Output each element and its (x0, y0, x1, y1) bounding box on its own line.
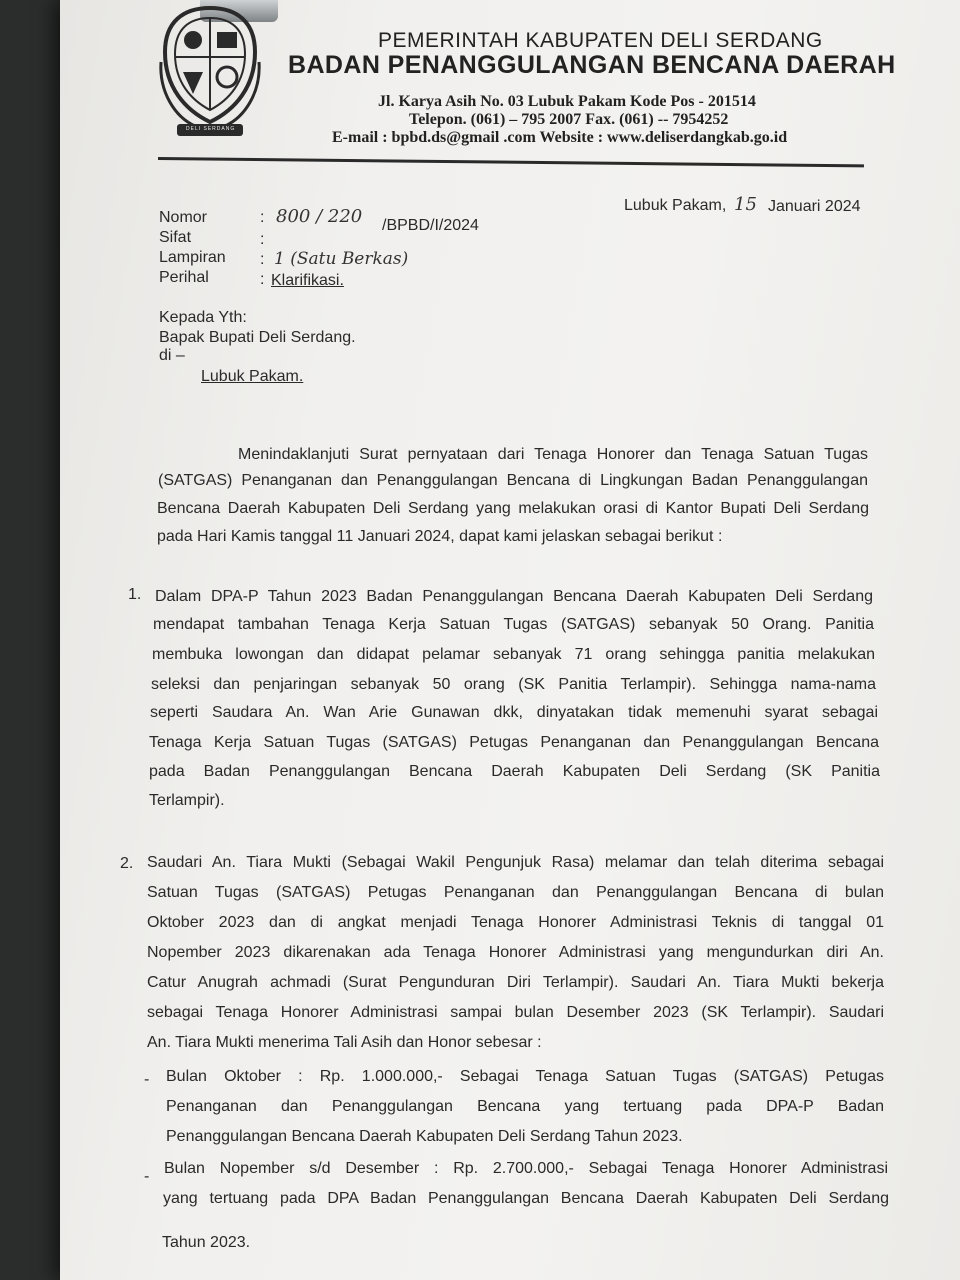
government-title: PEMERINTAH KABUPATEN DELI SERDANG (378, 29, 823, 52)
item-1-line-8: Terlampir). (149, 792, 225, 809)
nomor-label: Nomor (159, 209, 208, 226)
item-2-line-7: An. Tiara Mukti menerima Tali Asih dan Honor sebesar : (147, 1034, 542, 1051)
date-month-year: Januari 2024 (768, 198, 861, 215)
lampiran-handwritten: 1 (Satu Berkas) (274, 249, 409, 269)
item-2-line-2: Satuan Tugas (SATGAS) Petugas Penanganan dan Penanggulangan Bencana di bulan (147, 884, 884, 901)
regency-emblem-icon (155, 2, 265, 142)
item-1-line-7: pada Badan Penanggulangan Bencana Daerah Kabupaten Deli Serdang (SK Panitia (149, 763, 880, 780)
item-1-number: 1. (128, 586, 142, 603)
recipient-city: Lubuk Pakam. (201, 368, 304, 385)
recipient-name: Bapak Bupati Deli Serdang. (159, 329, 356, 346)
bullet-2-line-1: Bulan Nopember s/d Desember : Rp. 2.700.000,- Sebagai Tenaga Honorer Administrasi (164, 1160, 888, 1177)
item-1-line-2: mendapat tambahan Tenaga Kerja Satuan Tugas (SATGAS) sebanyak 50 Orang. Panitia (153, 616, 874, 633)
bullet-2-line-2: yang tertuang pada DPA Badan Penanggulangan Bencana Daerah Kabupaten Deli Serdang (163, 1190, 889, 1207)
contact-line: E-mail : bpbd.ds@gmail .com Website : www.deliserdangkab.go.id (332, 129, 788, 146)
sifat-label: Sifat (159, 229, 192, 246)
bullet-1-line-3: Penanggulangan Bencana Daerah Kabupaten Deli Serdang Tahun 2023. (166, 1128, 683, 1145)
item-1-line-1: Dalam DPA-P Tahun 2023 Badan Penanggulangan Bencana Daerah Kabupaten Deli Serdang (155, 588, 873, 605)
item-1-line-4: seleksi dan penjaringan sebanyak 50 orang (SK Panitia Terlampir). Sehingga nama-nama (151, 676, 876, 693)
bullet-2-dash: - (144, 1168, 150, 1185)
item-2-line-6: sebagai Tenaga Honorer Administrasi sampai bulan Desember 2023 (SK Terlampir). Saudari (147, 1004, 884, 1021)
recipient-greeting: Kepada Yth: (159, 309, 247, 326)
nomor-handwritten: 800 / 220 (276, 206, 363, 227)
address-line: Jl. Karya Asih No. 03 Lubuk Pakam Kode Pos - 201514 (378, 93, 756, 110)
agency-title: BADAN PENANGGULANGAN BENCANA DAERAH (288, 51, 896, 79)
bullet-1-line-1: Bulan Oktober : Rp. 1.000.000,- Sebagai Tenaga Satuan Tugas (SATGAS) Petugas (166, 1068, 884, 1085)
perihal-colon: : (260, 271, 265, 288)
perihal-value: Klarifikasi. (271, 272, 344, 289)
intro-line-1: Menindaklanjuti Surat pernyataan dari Tenaga Honorer dan Tenaga Satuan Tugas (238, 446, 868, 463)
date-day-handwritten: 15 (734, 194, 757, 215)
item-2-number: 2. (120, 855, 134, 872)
lampiran-label: Lampiran (159, 249, 226, 266)
item-1-line-6: Tenaga Kerja Satuan Tugas (SATGAS) Petugas Penanganan dan Penanggulangan Bencana (149, 734, 879, 751)
recipient-di: di – (159, 347, 185, 364)
phone-line: Telepon. (061) – 795 2007 Fax. (061) -- 7954252 (409, 111, 729, 128)
bullet-2-line-3: Tahun 2023. (162, 1234, 251, 1251)
item-1-line-3: membuka lowongan dan didapat pelamar sebanyak 71 orang sehingga panitia melakukan (152, 646, 875, 663)
perihal-label: Perihal (159, 269, 209, 286)
sifat-colon: : (260, 231, 265, 248)
item-2-line-3: Oktober 2023 dan di angkat menjadi Tenaga Honorer Administrasi Teknis di tanggal 01 (147, 914, 884, 931)
item-2-line-1: Saudari An. Tiara Mukti (Sebagai Wakil Pengunjuk Rasa) melamar dan telah diterima sebagai (147, 854, 884, 871)
item-1-line-5: seperti Saudara An. Wan Arie Gunawan dkk, dinyatakan tidak memenuhi syarat sebagai (150, 704, 878, 721)
date-place: Lubuk Pakam, (624, 197, 727, 214)
letter-paper (60, 0, 960, 1280)
bullet-1-dash: - (144, 1071, 150, 1088)
item-2-line-4: Nopember 2023 dikarenakan ada Tenaga Honorer Administrasi yang mengundurkan diri An. (147, 944, 884, 961)
bullet-1-line-2: Penanganan dan Penanggulangan Bencana yang tertuang pada DPA-P Badan (166, 1098, 884, 1115)
intro-line-4: pada Hari Kamis tanggal 11 Januari 2024, dapat kami jelaskan sebagai berikut : (157, 528, 723, 545)
item-2-line-5: Catur Anugrah achmadi (Surat Pengunduran Diri Terlampir). Saudari An. Tiara Mukti bekerja (147, 974, 884, 991)
lampiran-colon: : (260, 251, 265, 268)
intro-line-3: Bencana Daerah Kabupaten Deli Serdang yang melakukan orasi di Kantor Bupati Deli Serdang (157, 500, 869, 517)
intro-line-2: (SATGAS) Penanganan dan Penanggulangan Bencana di Lingkungan Badan Penanggulangan (158, 472, 868, 489)
emblem-ribbon-text: DELI SERDANG (186, 126, 236, 132)
nomor-colon: : (260, 209, 265, 226)
nomor-suffix: /BPBD/I/2024 (382, 217, 479, 234)
